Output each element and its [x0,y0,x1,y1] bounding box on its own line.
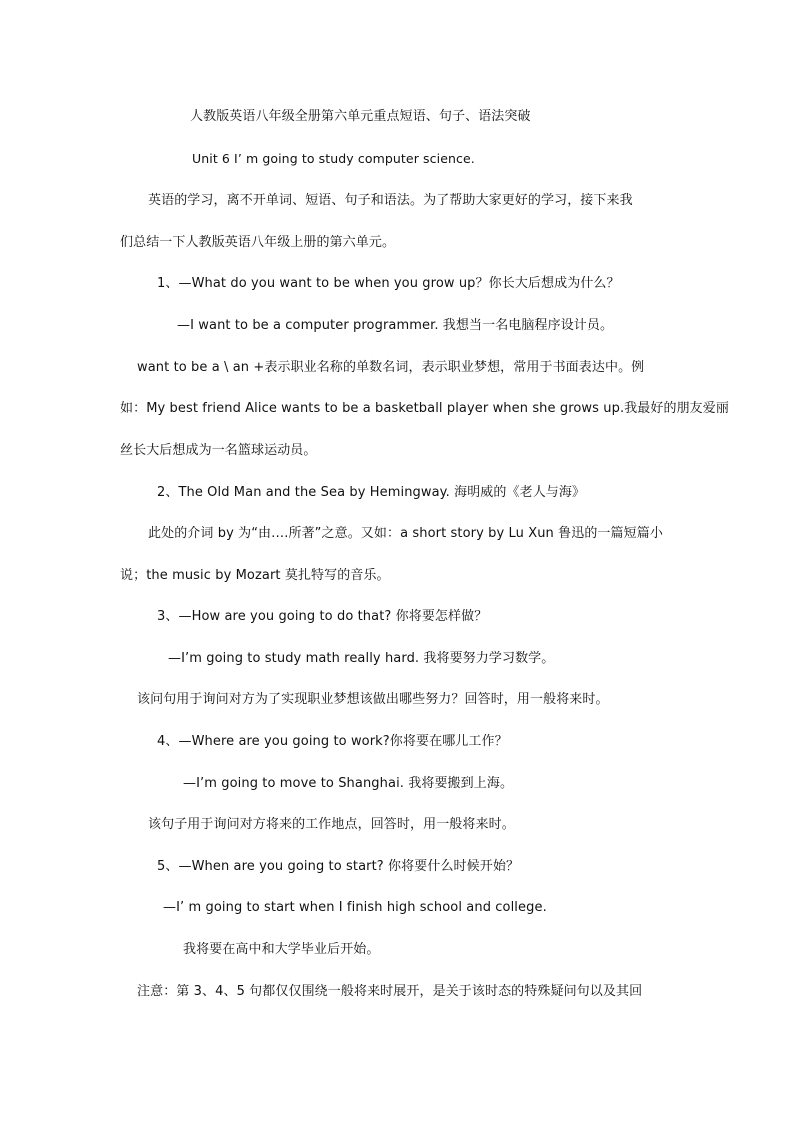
paragraph-line: 该句子用于询问对方将来的工作地点，回答时，用一般将来时。 [148,817,515,832]
paragraph-line: 丝长大后想成为一名篮球运动员。 [120,443,317,458]
item-3-question: 3、—How are you going to do that? 你将要怎样做？ [157,609,488,624]
paragraph-line: 们总结一下人教版英语八年级上册的第六单元。 [120,235,396,250]
item-5-answer: —I’ m going to start when I finish high school and college. [163,900,547,915]
item-1-question: 1、—What do you want to be when you grow up？你长大后想成为什么？ [157,276,620,291]
item-4-answer: —I’m going to move to Shanghai. 我将要搬到上海。 [183,776,514,791]
paragraph-line: 说；the music by Mozart 莫扎特写的音乐。 [120,568,390,583]
paragraph-line: 如：My best friend Alice wants to be a basketball player when she grows up.我最好的朋友爱丽 [120,401,729,416]
item-5-translation: 我将要在高中和大学毕业后开始。 [183,942,380,957]
item-2: 2、The Old Man and the Sea by Hemingway. 海明威的《老人与海》 [157,485,586,500]
paragraph-line: 英语的学习，离不开单词、短语、句子和语法。为了帮助大家更好的学习，接下来我 [148,193,633,208]
paragraph-line: want to be a \ an +表示职业名称的单数名词，表示职业梦想，常用于书面表达中。例 [137,360,645,375]
item-5-question: 5、—When are you going to start? 你将要什么时候开始？ [157,859,520,874]
item-4-question: 4、—Where are you going to work?你将要在哪儿工作？ [157,734,508,749]
item-3-answer: —I’m going to study math really hard. 我将要努力学习数学。 [168,651,555,666]
document-title: 人教版英语八年级全册第六单元重点短语、句子、语法突破 [190,109,531,124]
document-subtitle: Unit 6 I’ m going to study computer science. [192,151,475,166]
note-line: 注意：第 3、4、5 句都仅仅围绕一般将来时展开，是关于该时态的特殊疑问句以及其回 [137,984,643,999]
item-1-answer: —I want to be a computer programmer. 我想当一名电脑程序设计员。 [177,318,614,333]
paragraph-line: 此处的介词 by 为“由….所著”之意。又如：a short story by Lu Xun 鲁迅的一篇短篇小 [148,526,663,541]
paragraph-line: 该问句用于询问对方为了实现职业梦想该做出哪些努力？回答时，用一般将来时。 [137,692,609,707]
